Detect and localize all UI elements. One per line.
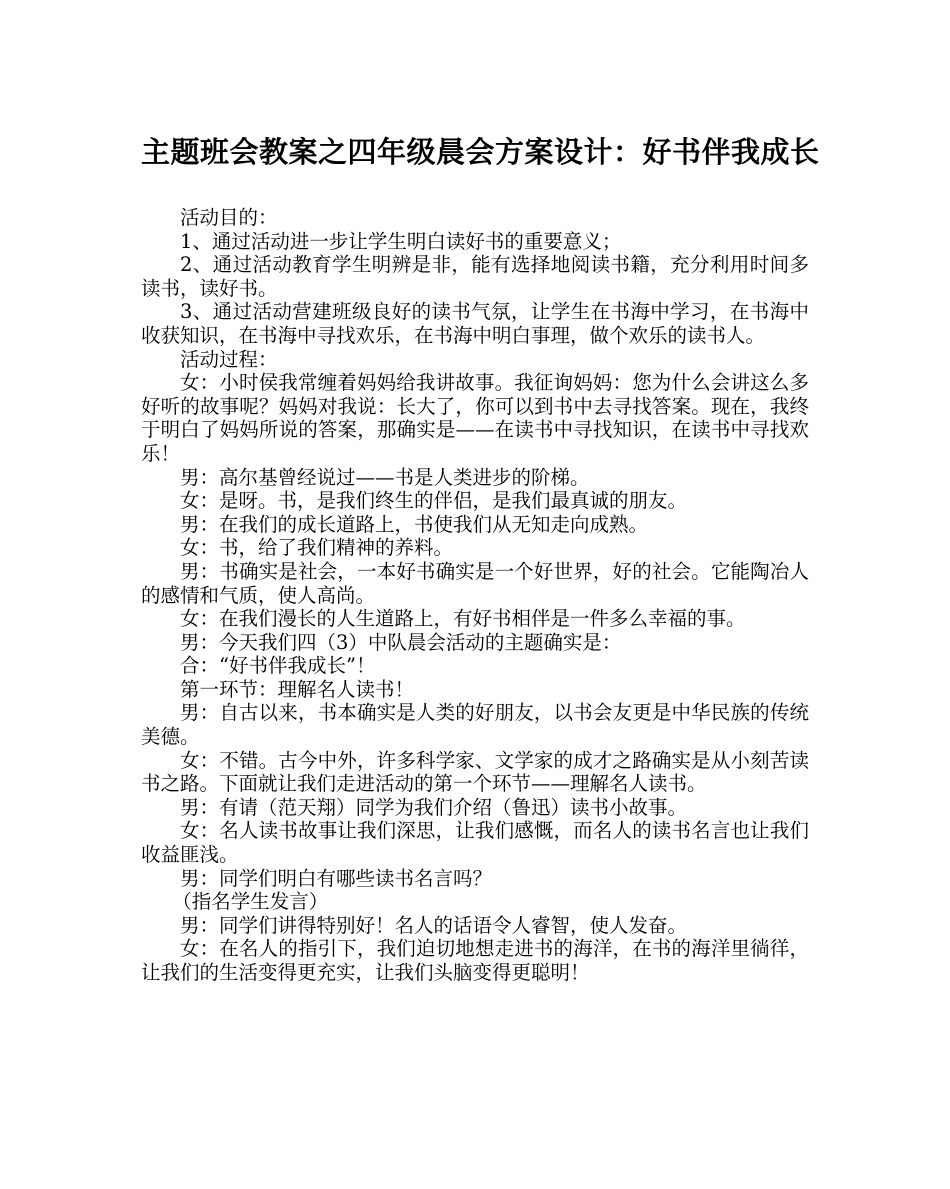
paragraph: 男：有请（范天翔）同学为我们介绍（鲁迅）读书小故事。 [180,795,688,819]
paragraph: （指名学生发言） [172,890,329,914]
paragraph: 女：是呀。书，是我们终生的伴侣，是我们最真诚的朋友。 [180,489,688,513]
paragraph: 活动过程： [180,347,278,371]
paragraph: 第一环节：理解名人读书！ [180,677,415,701]
paragraph: 男：同学们明白有哪些读书名言吗？ [180,866,493,890]
document-body [141,206,809,985]
paragraph: 女：书，给了我们精神的养料。 [180,536,454,560]
paragraph: 活动目的： [180,206,278,229]
paragraph: 男：今天我们四（3）中队晨会活动的主题确实是： [180,630,622,654]
paragraph: 男：书确实是社会，一本好书确实是一个好世界，好的社会。它能陶冶人的感情和气质，使人高尚。 [141,559,809,607]
paragraph: 男：同学们讲得特别好！名人的话语令人睿智，使人发奋。 [180,913,688,937]
paragraph: 女：在名人的指引下，我们迫切地想走进书的海洋，在书的海洋里徜徉，让我们的生活变得更充实，让我们头脑变得更聪明！ [141,937,809,984]
document-page [141,128,820,985]
paragraph: 合：“好书伴我成长”！ [180,654,376,678]
paragraph: 1、通过活动进一步让学生明白读好书的重要意义； [180,229,622,253]
paragraph: 男：在我们的成长道路上，书使我们从无知走向成熟。 [180,512,649,536]
paragraph: 女：小时侯我常缠着妈妈给我讲故事。我征询妈妈：您为什么会讲这么多好听的故事呢？妈妈对我说：长大了，你可以到书中去寻找答案。现在，我终于明白了妈妈所说的答案，那确实是——在读书中寻找知识，在读书中寻找欢乐！ [141,371,809,465]
paragraph: 女：在我们漫长的人生道路上，有好书相伴是一件多么幸福的事。 [180,607,746,631]
paragraph: 2、通过活动教育学生明辨是非，能有选择地阅读书籍，充分利用时间多读书，读好书。 [141,253,809,300]
paragraph: 女：名人读书故事让我们深思，让我们感慨，而名人的读书名言也让我们收益匪浅。 [141,819,809,867]
paragraph: 女：不错。古今中外，许多科学家、文学家的成才之路确实是从小刻苦读书之路。下面就让我们走进活动的第一个环节——理解名人读书。 [141,748,809,796]
paragraph: 男：高尔基曾经说过——书是人类进步的阶梯。 [180,465,590,489]
paragraph: 3、通过活动营建班级良好的读书气氛，让学生在书海中学习，在书海中收获知识，在书海中寻找欢乐，在书海中明白事理，做个欢乐的读书人。 [141,300,809,347]
document-title: 主题班会教案之四年级晨会方案设计：好书伴我成长 [141,135,820,169]
paragraph: 男：自古以来，书本确实是人类的好朋友，以书会友更是中华民族的传统美德。 [141,701,809,749]
